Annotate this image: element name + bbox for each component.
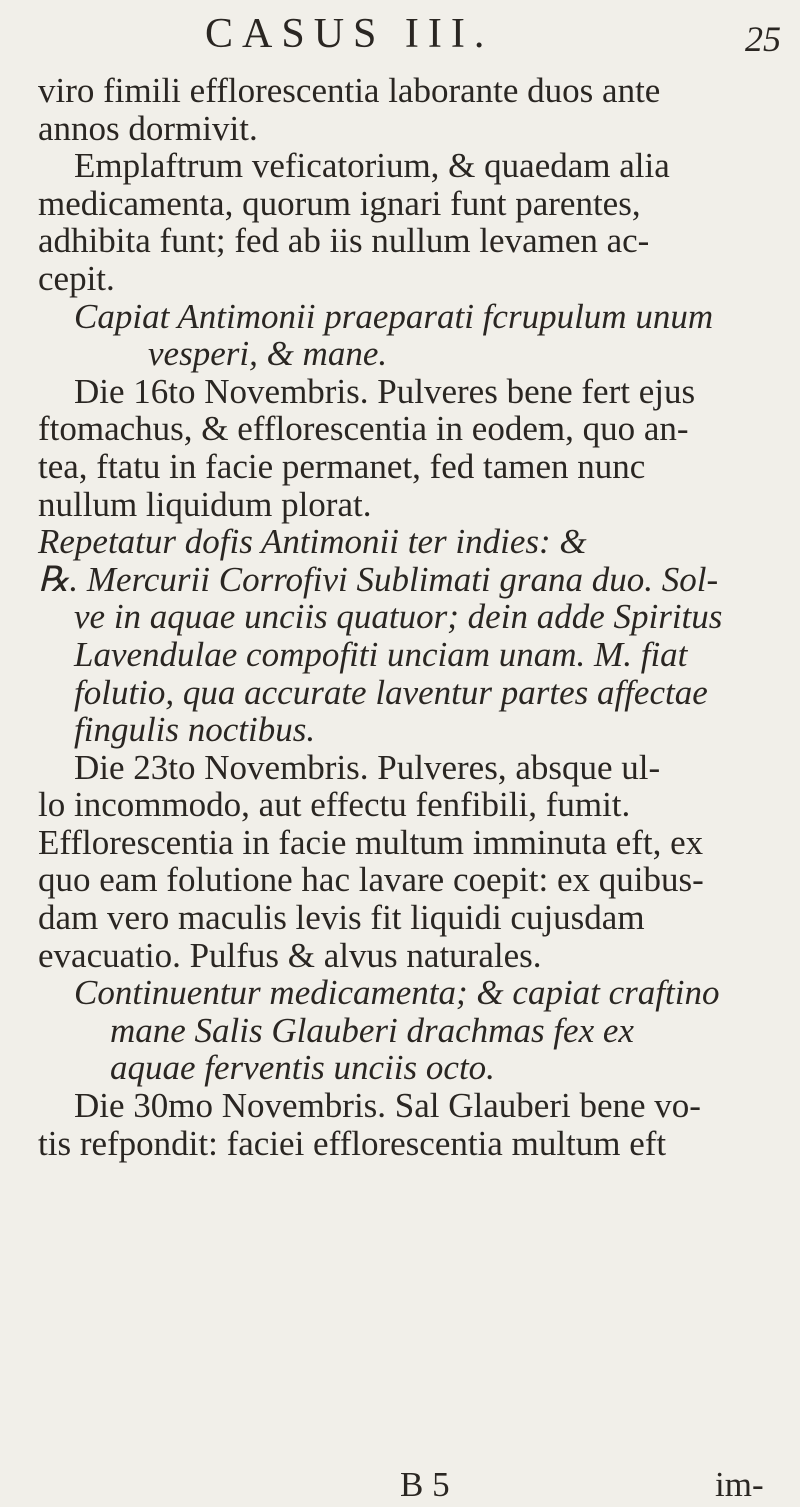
text-line: adhibita funt; fed ab iis nullum levamen ac- [38, 221, 650, 261]
text-line: ftomachus, & efflorescentia in eodem, quo an- [38, 409, 689, 449]
page-number: 25 [745, 19, 781, 59]
text-line: ve in aquae unciis quatuor; dein adde Spiritus [74, 597, 723, 637]
text-line: annos dormivit. [38, 108, 258, 148]
text-line: Efflorescentia in facie multum imminuta eft, ex [38, 822, 704, 862]
text-line: folutio, qua accurate laventur partes affectae [74, 672, 708, 712]
text-line: medicamenta, quorum ignari funt parentes, [38, 183, 641, 223]
text-line: Repetatur dofis Antimonii ter indies: & [38, 522, 587, 562]
text-line: lo incommodo, aut effectu fenfibili, fumit. [38, 785, 631, 825]
text-line: Emplaftrum veficatorium, & quaedam alia [74, 146, 670, 186]
text-line: vesperi, & mane. [148, 334, 388, 374]
text-line: mane Salis Glauberi drachmas fex ex [110, 1010, 634, 1050]
text-line: evacuatio. Pulfus & alvus naturales. [38, 935, 542, 975]
text-line: viro fimili efflorescentia laborante duos ante [38, 71, 661, 110]
text-line: Capiat Antimonii praeparati fcrupulum unum [74, 296, 714, 336]
text-line: aquae ferventis unciis octo. [110, 1048, 495, 1088]
text-line: nullum liquidum plorat. [38, 484, 372, 524]
body-text [38, 72, 778, 1162]
page-header [0, 10, 800, 74]
text-line: tea, ftatu in facie permanet, fed tamen nunc [38, 446, 646, 486]
text-line: dam vero maculis levis fit liquidi cujusdam [38, 898, 645, 938]
running-head: CASUS III. [205, 11, 494, 57]
text-line: fingulis noctibus. [74, 710, 316, 750]
text-line: tis refpondit: faciei efflorescentia multum eft [38, 1123, 667, 1163]
text-line: Die 30mo Novembris. Sal Glauberi bene vo- [74, 1086, 701, 1126]
text-line: Continuentur medicamenta; & capiat craftino [74, 973, 720, 1013]
text-line: cepit. [38, 258, 115, 298]
text-line: quo eam folutione hac lavare coepit: ex quibus- [38, 860, 704, 900]
text-line: Lavendulae compofiti unciam unam. M. fiat [74, 634, 688, 674]
signature-mark: B 5 [400, 1465, 450, 1504]
text-line: Die 23to Novembris. Pulveres, absque ul- [74, 747, 661, 787]
catchword: im- [715, 1465, 764, 1504]
text-line: Die 16to Novembris. Pulveres bene fert ejus [74, 371, 696, 411]
text-line: ℞. Mercurii Corrofivi Sublimati grana duo. Sol- [38, 559, 719, 599]
